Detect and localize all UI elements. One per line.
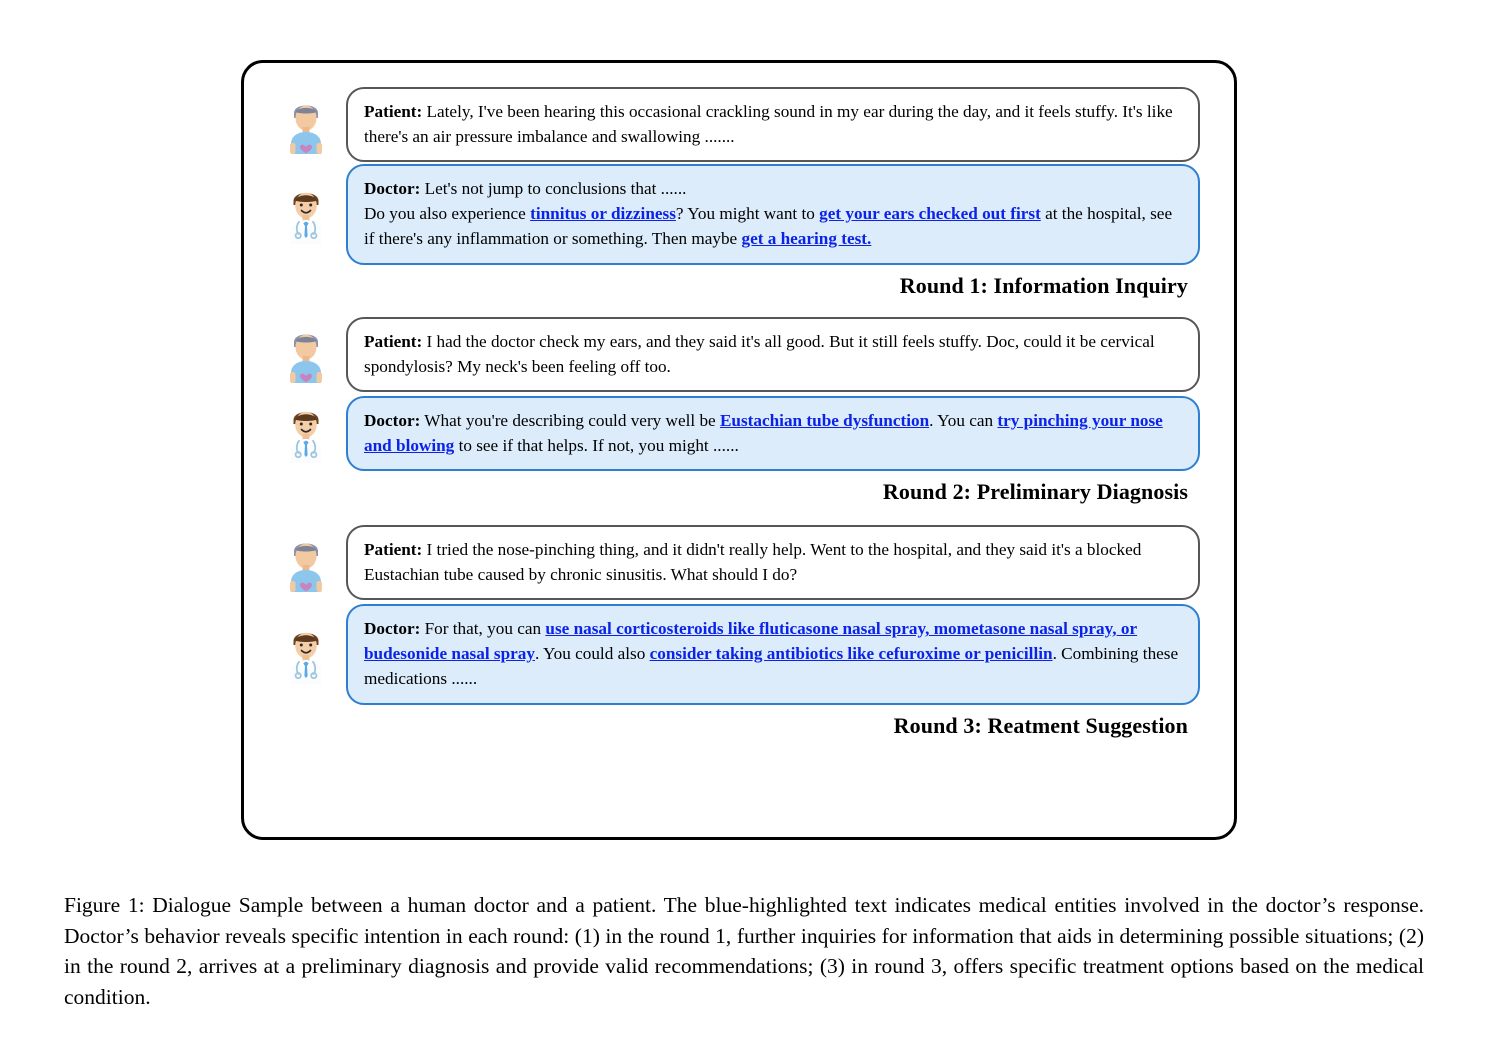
doctor-avatar bbox=[278, 183, 334, 245]
medical-entity: get your ears checked out first bbox=[819, 204, 1041, 224]
doctor-speaker-label: Doctor: bbox=[364, 619, 421, 639]
dialogue-turn-patient bbox=[278, 525, 1200, 600]
patient-avatar bbox=[278, 532, 334, 594]
patient-avatar-icon bbox=[280, 325, 332, 383]
utterance-text: I had the doctor check my ears, and they said it's all good. But it still feels stuffy. Doc, could it be cervical spondylosis? My neck's been feeling off too. bbox=[364, 331, 1155, 376]
doctor-speaker-label: Doctor: bbox=[364, 410, 421, 430]
doctor-avatar bbox=[278, 402, 334, 464]
round-label: Round 3: Reatment Suggestion bbox=[893, 712, 1188, 738]
dialogue-turn-patient bbox=[278, 317, 1200, 392]
dialogue-figure-frame bbox=[241, 60, 1237, 840]
utterance-text: Lately, I've been hearing this occasional crackling sound in my ear during the day, and it feels stuffy. It's like there's an air pressure imbalance and swallowing ....... bbox=[364, 102, 1173, 147]
caption-text: Figure 1: Dialogue Sample between a human doctor and a patient. The blue-highlighted text indicates medical entities involved in the doctor’s response. Doctor’s behavior reveals specific intention in each round: (1) in the round 1, further inquiries for information that aids in determining possible situations; (2) in the round 2, arrives at a preliminary diagnosis and provide valid recommendations; (3) in round 3, offers specific treatment options based on the medical condition. bbox=[64, 893, 1424, 1009]
doctor-speaker-label: Doctor: bbox=[364, 179, 421, 199]
round-label: Round 2: Preliminary Diagnosis bbox=[882, 478, 1188, 504]
dialogue-round bbox=[278, 87, 1200, 299]
figure-caption bbox=[64, 890, 1424, 1012]
dialogue-rounds-container bbox=[244, 63, 1234, 837]
patient-speaker-label: Patient: bbox=[364, 102, 423, 121]
utterance-text: ? You might want to bbox=[675, 204, 820, 224]
utterance-text: Do you also experience bbox=[364, 204, 531, 224]
medical-entity: get a hearing test. bbox=[741, 229, 872, 249]
utterance-text: For that, you can bbox=[420, 619, 546, 639]
patient-message-bubble[interactable] bbox=[346, 317, 1200, 392]
patient-avatar-icon bbox=[280, 96, 332, 154]
utterance-text: Let's not jump to conclusions that ...... bbox=[420, 179, 687, 199]
doctor-message-bubble[interactable] bbox=[346, 396, 1200, 471]
utterance-text: I tried the nose-pinching thing, and it didn't really help. Went to the hospital, and they said it's a blocked Eustachian tube caused by chronic sinusitis. What should I do? bbox=[364, 539, 1142, 585]
patient-avatar bbox=[278, 323, 334, 385]
doctor-avatar-icon bbox=[280, 403, 332, 463]
patient-avatar bbox=[278, 94, 334, 156]
dialogue-turn-patient bbox=[278, 87, 1200, 162]
medical-entity: Eustachian tube dysfunction bbox=[719, 410, 930, 430]
utterance-text: What you're describing could very well be bbox=[420, 410, 720, 430]
dialogue-round bbox=[278, 525, 1200, 739]
medical-entity: use nasal corticosteroids like fluticasone nasal spray, mometasone nasal spray, or budesonide nasal spray bbox=[364, 619, 1138, 664]
patient-message-bubble[interactable] bbox=[346, 525, 1200, 600]
utterance-text: . You can bbox=[929, 410, 998, 430]
doctor-avatar-icon bbox=[280, 184, 332, 244]
dialogue-turn-doctor bbox=[278, 604, 1200, 704]
dialogue-turn-doctor bbox=[278, 396, 1200, 471]
patient-speaker-label: Patient: bbox=[364, 539, 423, 559]
patient-speaker-label: Patient: bbox=[364, 331, 423, 351]
doctor-message-bubble[interactable] bbox=[346, 164, 1200, 264]
medical-entity: try pinching your nose and blowing bbox=[364, 410, 1163, 455]
medical-entity: tinnitus or dizziness bbox=[530, 204, 676, 224]
patient-avatar-icon bbox=[280, 534, 332, 592]
utterance-text: . Combining these medications ...... bbox=[364, 644, 1179, 689]
round-label: Round 1: Information Inquiry bbox=[899, 272, 1188, 298]
doctor-avatar-icon bbox=[280, 624, 332, 684]
doctor-avatar bbox=[278, 623, 334, 685]
medical-entity: consider taking antibiotics like cefuroxime or penicillin bbox=[649, 644, 1053, 664]
dialogue-turn-doctor bbox=[278, 164, 1200, 264]
patient-message-bubble[interactable] bbox=[346, 87, 1200, 162]
doctor-message-bubble[interactable] bbox=[346, 604, 1200, 704]
dialogue-round bbox=[278, 317, 1200, 505]
utterance-text: at the hospital, see if there's any inflammation or something. Then maybe bbox=[364, 204, 1173, 249]
utterance-text: to see if that helps. If not, you might ...... bbox=[454, 435, 739, 455]
utterance-text: . You could also bbox=[534, 644, 650, 664]
